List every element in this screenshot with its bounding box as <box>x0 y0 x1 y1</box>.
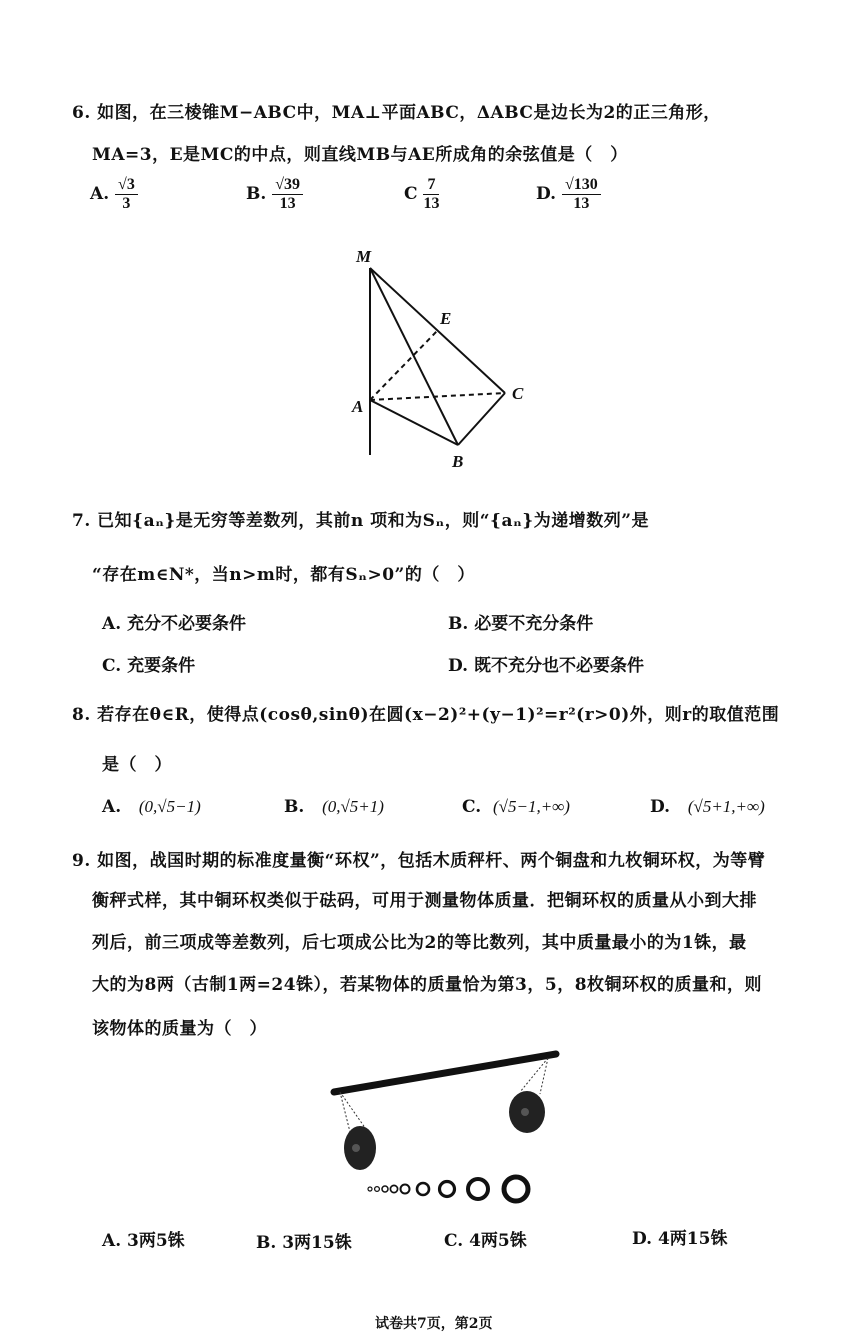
q8-line2: 是（ ） <box>102 755 172 775</box>
fraction <box>562 176 601 213</box>
q7-option-b[interactable]: B. 必要不充分条件 <box>448 614 594 634</box>
edge-mc <box>370 268 505 393</box>
q7-option-c[interactable]: C. 充要条件 <box>102 656 196 676</box>
denominator: 13 <box>279 195 296 212</box>
option-label: B. <box>246 184 267 204</box>
q7-line1: 7. 已知{aₙ}是无穷等差数列，其前n 项和为Sₙ，则“{aₙ}为递增数列”是 <box>72 511 650 531</box>
option-label: B. <box>284 797 305 817</box>
left-pan-string <box>340 1092 350 1132</box>
ring-weight-4 <box>390 1185 397 1192</box>
edge-bc <box>458 393 505 445</box>
ring-weight-balance-figure <box>320 1040 560 1210</box>
q9-line3: 列后，前三项成等差数列，后七项成公比为2的等比数列，其中质量最小的为1铢，最 <box>92 933 747 953</box>
option-value: (√5−1,+∞) <box>493 797 570 816</box>
q6-option-a[interactable] <box>90 176 138 213</box>
label-c: C <box>512 384 524 403</box>
q9-line2: 衡秤式样，其中铜环权类似于砝码，可用于测量物体质量．把铜环权的质量从小到大排 <box>92 891 757 911</box>
pan-center <box>521 1108 529 1116</box>
q9-option-c[interactable]: C. 4两5铢 <box>444 1231 527 1251</box>
denominator: 13 <box>423 195 440 212</box>
ring-weight-7 <box>440 1182 455 1197</box>
q6-option-c[interactable] <box>404 176 439 213</box>
numerator: 7 <box>423 176 439 195</box>
q7-line2: “存在m∈N*，当n>m时，都有Sₙ>0”的（ ） <box>92 565 475 585</box>
denominator: 13 <box>573 195 590 212</box>
edge-ab <box>370 400 458 445</box>
numerator: √3 <box>115 176 138 195</box>
option-label: A. <box>102 797 122 817</box>
option-label: D. <box>536 184 557 204</box>
q8-option-a[interactable] <box>102 797 201 817</box>
q9-option-a[interactable]: A. 3两5铢 <box>102 1231 185 1251</box>
q9-option-d[interactable]: D. 4两15铢 <box>632 1229 728 1249</box>
option-label: C <box>404 184 418 204</box>
q6-line2: MA=3，E是MC的中点，则直线MB与AE所成角的余弦值是（ ） <box>92 145 628 165</box>
edge-mb <box>370 268 458 445</box>
q9-line4: 大的为8两（古制1两=24铢），若某物体的质量恰为第3，5，8枚铜环权的质量和，则 <box>92 975 763 995</box>
q7-option-d[interactable]: D. 既不充分也不必要条件 <box>448 656 644 676</box>
option-label: A. <box>90 184 110 204</box>
edge-ac-hidden <box>370 393 505 400</box>
ring-weight-8 <box>468 1179 488 1199</box>
label-b: B <box>452 452 464 471</box>
ring-weight-2 <box>375 1187 380 1192</box>
denominator: 3 <box>122 195 131 212</box>
option-value: (0,√5−1) <box>138 797 201 816</box>
q9-line1: 9. 如图，战国时期的标准度量衡“环权”，包括木质秤杆、两个铜盘和九枚铜环权，为等臂 <box>72 851 766 871</box>
ring-weight-3 <box>382 1186 388 1192</box>
left-pan-string <box>340 1092 368 1132</box>
q6-option-b[interactable] <box>246 176 303 213</box>
segment-ae-hidden <box>370 330 438 400</box>
q8-option-d[interactable] <box>650 797 765 817</box>
option-label: C. <box>462 797 482 817</box>
q8-option-c[interactable] <box>462 797 570 817</box>
ring-weight-6 <box>417 1183 429 1195</box>
page-footer: 试卷共7页，第2页 <box>375 1316 493 1332</box>
q6-line1: 6. 如图，在三棱锥M−ABC中，MA⊥平面ABC，ΔABC是边长为2的正三角形， <box>72 103 721 123</box>
q8-option-b[interactable] <box>284 797 384 817</box>
balance-beam <box>334 1054 556 1092</box>
tetrahedron-figure <box>340 240 540 475</box>
numerator: √130 <box>562 176 601 195</box>
numerator: √39 <box>272 176 303 195</box>
q6-option-d[interactable] <box>536 176 601 213</box>
option-value: (√5+1,+∞) <box>687 797 765 816</box>
fraction <box>272 176 303 213</box>
q9-option-b[interactable]: B. 3两15铢 <box>256 1233 352 1253</box>
label-a: A <box>352 397 364 416</box>
option-label: D. <box>650 797 671 817</box>
q9-line5: 该物体的质量为（ ） <box>92 1019 267 1039</box>
q7-option-a[interactable]: A. 充分不必要条件 <box>102 614 247 634</box>
fraction <box>115 176 138 213</box>
fraction <box>423 176 439 213</box>
label-e: E <box>440 309 452 328</box>
pan-center <box>352 1144 360 1152</box>
label-m: M <box>356 247 372 266</box>
ring-weight-5 <box>401 1185 410 1194</box>
q8-line1: 8. 若存在θ∈R，使得点(cosθ,sinθ)在圆(x−2)²+(y−1)²=r²(r>0)外，则r的取值范围 <box>72 705 780 725</box>
ring-weight-1 <box>368 1187 372 1191</box>
ring-weight-9 <box>504 1177 528 1201</box>
option-value: (0,√5+1) <box>322 797 384 816</box>
right-pan-string <box>540 1058 548 1094</box>
